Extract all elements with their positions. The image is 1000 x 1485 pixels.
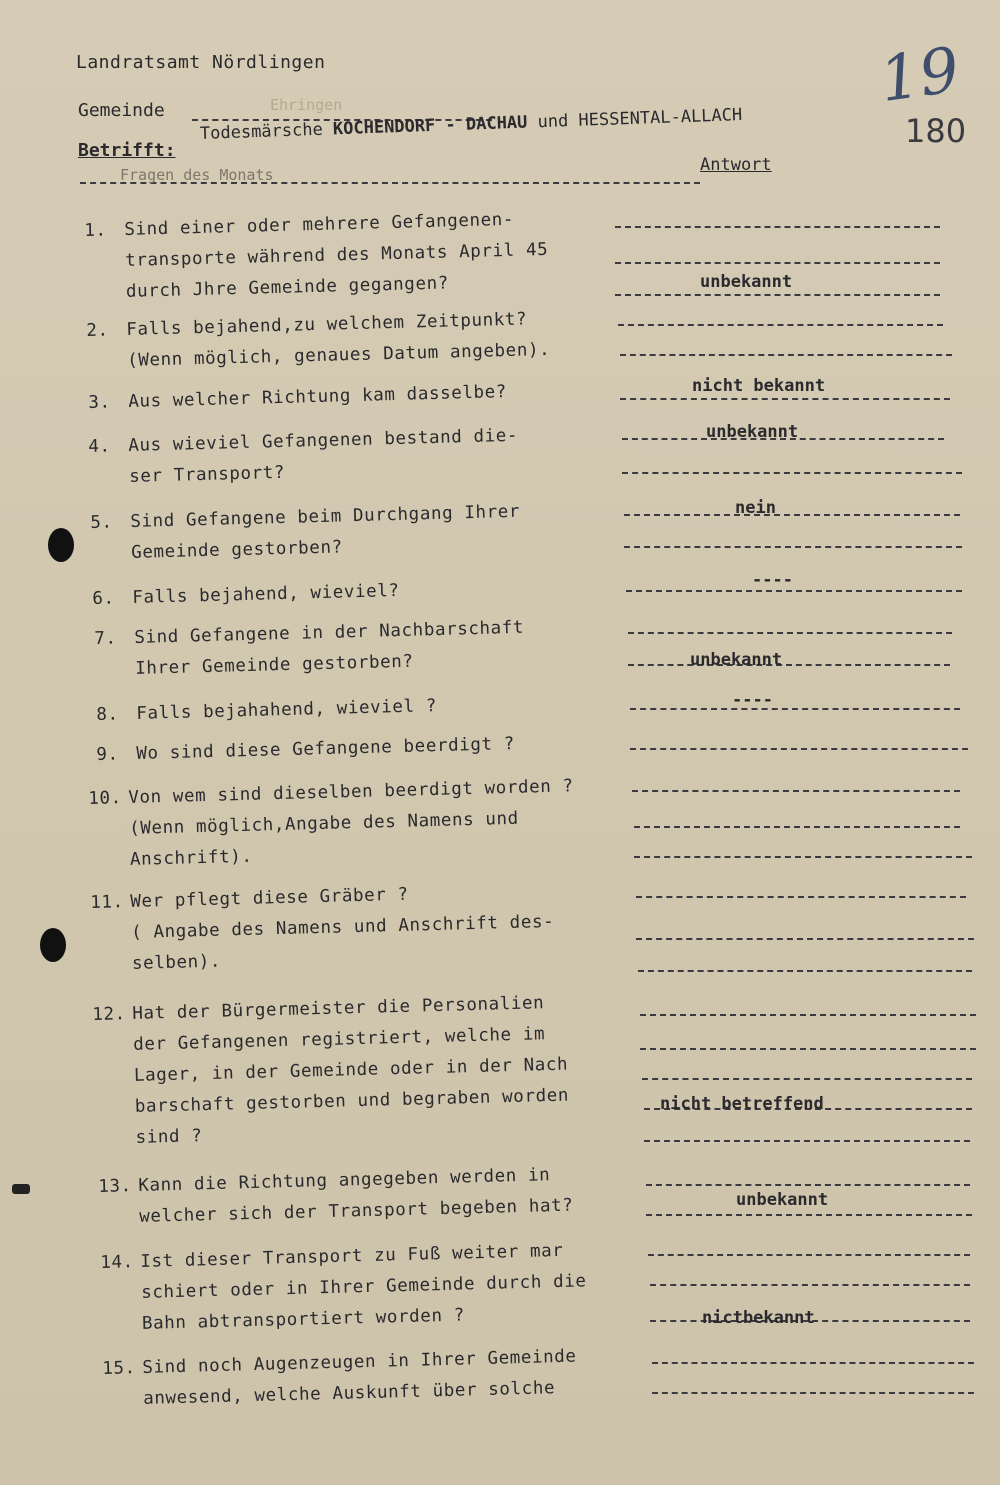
question-11: [90, 876, 555, 981]
answer-line: [636, 938, 974, 940]
question-text: Falls bejahahend, wieviel ?: [136, 696, 438, 724]
question-text: Gemeinde gestorben?: [130, 537, 343, 563]
question-14: [100, 1235, 588, 1341]
question-number: 13.: [98, 1176, 133, 1197]
question-text: Lager, in der Gemeinde oder in der Nach: [133, 1054, 569, 1086]
question-text: Anschrift).: [129, 846, 253, 870]
answer-line: [618, 324, 943, 326]
question-text: transporte während des Monats April 45: [124, 239, 549, 271]
punch-hole: [48, 528, 74, 562]
answer-q6: ----: [752, 570, 793, 590]
answer-line: [650, 1284, 970, 1286]
betreff-subline: Fragen des Monats: [120, 166, 274, 184]
folio-stamp-number: 180: [905, 112, 967, 150]
question-number: 3.: [88, 392, 111, 413]
question-10: [88, 771, 576, 877]
answer-line: [644, 1140, 970, 1142]
answer-q5: nein: [735, 498, 776, 518]
question-4: [88, 421, 519, 494]
question-2: [86, 304, 551, 378]
question-3: [88, 377, 507, 419]
question-text: sind ?: [135, 1126, 203, 1148]
question-text: selben).: [131, 951, 222, 974]
answer-line: [615, 294, 940, 296]
answer-q14: nictbekannt: [702, 1308, 815, 1328]
answer-q1: unbekannt: [700, 272, 793, 292]
question-8: [96, 691, 437, 731]
question-text: barschaft gestorben und begraben worden: [134, 1085, 570, 1117]
punch-hole: [40, 928, 66, 962]
question-text: (Wenn möglich,Angabe des Namens und: [128, 808, 520, 839]
question-15: [102, 1342, 578, 1416]
question-number: 8.: [96, 704, 119, 725]
question-number: 11.: [90, 892, 125, 913]
question-13: [98, 1160, 574, 1234]
betreff-subject-part-b: KOCHENDORF - DACHAU: [332, 112, 528, 140]
answer-line: [634, 856, 972, 858]
answer-line: [652, 1392, 974, 1394]
question-text: anwesend, welche Auskunft über solche: [142, 1378, 556, 1409]
question-number: 12.: [92, 1004, 127, 1025]
question-text: Aus welcher Richtung kam dasselbe?: [128, 382, 508, 412]
question-number: 15.: [102, 1358, 137, 1379]
answer-line: [630, 708, 960, 710]
answer-line: [624, 546, 962, 548]
question-5: [90, 497, 521, 570]
question-text: Falls bejahend,zu welchem Zeitpunkt?: [126, 309, 528, 340]
question-text: welcher sich der Transport begeben hat?: [138, 1195, 574, 1227]
answer-q12: nicht betreffend: [660, 1094, 824, 1114]
question-text: Wo sind diese Gefangene beerdigt ?: [136, 734, 516, 764]
question-text: ser Transport?: [128, 462, 286, 487]
question-text: Ist dieser Transport zu Fuß weiter mar: [140, 1240, 564, 1272]
question-number: 9.: [96, 744, 119, 765]
question-number: 7.: [94, 628, 117, 649]
question-text: Sind Gefangene in der Nachbarschaft: [134, 617, 525, 648]
answer-q7: unbekannt: [690, 650, 783, 670]
answer-line: [638, 970, 972, 972]
question-number: 1.: [84, 220, 107, 241]
answer-line: [646, 1214, 972, 1216]
gemeinde-value: Ehringen: [270, 96, 343, 114]
question-number: 6.: [92, 588, 115, 609]
answer-line: [652, 1362, 974, 1364]
question-text: Aus wieviel Gefangenen bestand die-: [128, 425, 519, 456]
gemeinde-label: Gemeinde: [78, 100, 165, 121]
question-text: Von wem sind dieselben beerdigt worden ?: [128, 776, 574, 808]
question-1: [84, 204, 549, 309]
antwort-column-heading: Antwort: [700, 155, 772, 175]
question-9: [96, 729, 515, 771]
answer-line: [622, 472, 962, 474]
answer-line: [620, 398, 950, 400]
answer-line: [632, 790, 960, 792]
answer-q4: unbekannt: [706, 422, 799, 442]
authority-heading: Landratsamt Nördlingen: [76, 52, 326, 73]
question-number: 14.: [100, 1252, 135, 1273]
handwritten-folio-number: 19: [875, 32, 964, 117]
question-number: 2.: [86, 320, 109, 341]
answer-line: [620, 354, 952, 356]
betreff-subject-part-c: und HESSENTAL-ALLACH: [537, 105, 743, 133]
answer-line: [634, 826, 960, 828]
question-number: 10.: [88, 788, 123, 809]
ink-mark: [12, 1184, 30, 1194]
answer-line: [628, 632, 952, 634]
question-6: [92, 576, 400, 615]
question-text: Sind Gefangene beim Durchgang Ihrer: [130, 501, 521, 532]
answer-line: [648, 1254, 970, 1256]
question-text: Bahn abtransportiert worden ?: [141, 1305, 466, 1334]
betreff-label: Betrifft:: [78, 140, 176, 161]
answer-q3: nicht bekannt: [692, 376, 826, 396]
answer-q8: ----: [732, 690, 773, 710]
question-text: ( Angabe des Namens und Anschrift des-: [130, 911, 555, 943]
question-text: Hat der Bürgermeister die Personalien: [132, 993, 545, 1024]
betreff-subject-part-a: Todesmärsche: [199, 119, 324, 144]
question-text: Kann die Richtung angegeben werden in: [138, 1165, 551, 1196]
answer-line: [615, 226, 940, 228]
answer-line: [630, 748, 968, 750]
question-text: Falls bejahend, wieviel?: [132, 580, 400, 608]
answer-line: [636, 896, 966, 898]
answer-line: [624, 514, 960, 516]
question-text: Sind einer oder mehrere Gefangenen-: [124, 209, 515, 240]
question-text: durch Jhre Gemeinde gegangen?: [125, 273, 450, 302]
answer-line: [640, 1014, 976, 1016]
answer-line: [628, 664, 950, 666]
question-7: [94, 613, 525, 686]
question-text: Sind noch Augenzeugen in Ihrer Gemeinde: [142, 1346, 577, 1378]
answer-line: [640, 1048, 976, 1050]
question-text: schiert oder in Ihrer Gemeinde durch die: [140, 1271, 587, 1303]
question-text: der Gefangenen registriert, welche im: [132, 1024, 546, 1055]
answer-q13: unbekannt: [736, 1190, 829, 1210]
question-number: 4.: [88, 436, 111, 457]
question-text: Ihrer Gemeinde gestorben?: [134, 651, 414, 679]
question-number: 5.: [90, 512, 113, 533]
question-12: [92, 988, 570, 1155]
answer-line: [642, 1078, 972, 1080]
answer-line: [615, 262, 940, 264]
answer-line: [626, 590, 962, 592]
question-text: (Wenn möglich, genaues Datum angeben).: [126, 339, 551, 371]
question-text: Wer pflegt diese Gräber ?: [130, 884, 409, 912]
answer-line: [646, 1184, 970, 1186]
